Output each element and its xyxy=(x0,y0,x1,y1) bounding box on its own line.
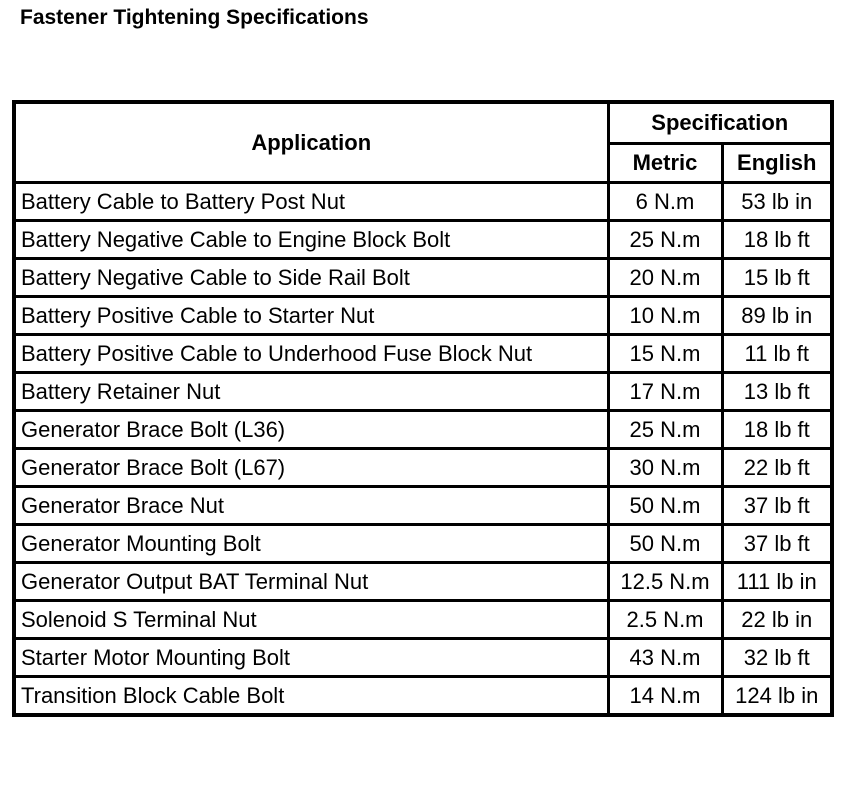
english-cell: 37 lb ft xyxy=(722,525,832,563)
metric-cell: 25 N.m xyxy=(608,221,722,259)
metric-cell: 15 N.m xyxy=(608,335,722,373)
english-cell: 11 lb ft xyxy=(722,335,832,373)
application-cell: Generator Mounting Bolt xyxy=(14,525,608,563)
fastener-spec-table xyxy=(12,100,834,717)
metric-cell: 12.5 N.m xyxy=(608,563,722,601)
metric-cell: 50 N.m xyxy=(608,487,722,525)
table-row xyxy=(14,525,832,563)
english-cell: 22 lb in xyxy=(722,601,832,639)
table-row xyxy=(14,259,832,297)
english-cell: 22 lb ft xyxy=(722,449,832,487)
application-cell: Battery Retainer Nut xyxy=(14,373,608,411)
table-row xyxy=(14,221,832,259)
application-cell: Battery Negative Cable to Engine Block Bolt xyxy=(14,221,608,259)
english-cell: 111 lb in xyxy=(722,563,832,601)
metric-cell: 43 N.m xyxy=(608,639,722,677)
application-cell: Solenoid S Terminal Nut xyxy=(14,601,608,639)
metric-cell: 10 N.m xyxy=(608,297,722,335)
english-cell: 32 lb ft xyxy=(722,639,832,677)
english-cell: 124 lb in xyxy=(722,677,832,716)
table-row xyxy=(14,335,832,373)
application-cell: Generator Brace Bolt (L67) xyxy=(14,449,608,487)
english-cell: 89 lb in xyxy=(722,297,832,335)
metric-cell: 25 N.m xyxy=(608,411,722,449)
application-cell: Battery Cable to Battery Post Nut xyxy=(14,183,608,221)
english-cell: 13 lb ft xyxy=(722,373,832,411)
table-row xyxy=(14,449,832,487)
table-row xyxy=(14,297,832,335)
application-cell: Battery Positive Cable to Underhood Fuse Block Nut xyxy=(14,335,608,373)
table-row xyxy=(14,563,832,601)
page-title: Fastener Tightening Specifications xyxy=(20,6,369,29)
english-cell: 53 lb in xyxy=(722,183,832,221)
table-row xyxy=(14,639,832,677)
application-cell: Generator Output BAT Terminal Nut xyxy=(14,563,608,601)
specification-header: Specification xyxy=(608,102,832,144)
metric-header: Metric xyxy=(608,144,722,183)
english-cell: 15 lb ft xyxy=(722,259,832,297)
table-row xyxy=(14,373,832,411)
application-cell: Generator Brace Bolt (L36) xyxy=(14,411,608,449)
table-row xyxy=(14,677,832,716)
metric-cell: 6 N.m xyxy=(608,183,722,221)
english-cell: 18 lb ft xyxy=(722,221,832,259)
english-cell: 37 lb ft xyxy=(722,487,832,525)
metric-cell: 50 N.m xyxy=(608,525,722,563)
application-cell: Transition Block Cable Bolt xyxy=(14,677,608,716)
metric-cell: 2.5 N.m xyxy=(608,601,722,639)
english-header: English xyxy=(722,144,832,183)
application-cell: Battery Positive Cable to Starter Nut xyxy=(14,297,608,335)
table-row xyxy=(14,183,832,221)
table-row xyxy=(14,487,832,525)
table-row xyxy=(14,601,832,639)
application-cell: Starter Motor Mounting Bolt xyxy=(14,639,608,677)
spec-table-body xyxy=(14,183,832,716)
english-cell: 18 lb ft xyxy=(722,411,832,449)
application-cell: Generator Brace Nut xyxy=(14,487,608,525)
table-row xyxy=(14,411,832,449)
metric-cell: 30 N.m xyxy=(608,449,722,487)
application-cell: Battery Negative Cable to Side Rail Bolt xyxy=(14,259,608,297)
metric-cell: 14 N.m xyxy=(608,677,722,716)
metric-cell: 17 N.m xyxy=(608,373,722,411)
metric-cell: 20 N.m xyxy=(608,259,722,297)
application-header: Application xyxy=(14,102,608,183)
